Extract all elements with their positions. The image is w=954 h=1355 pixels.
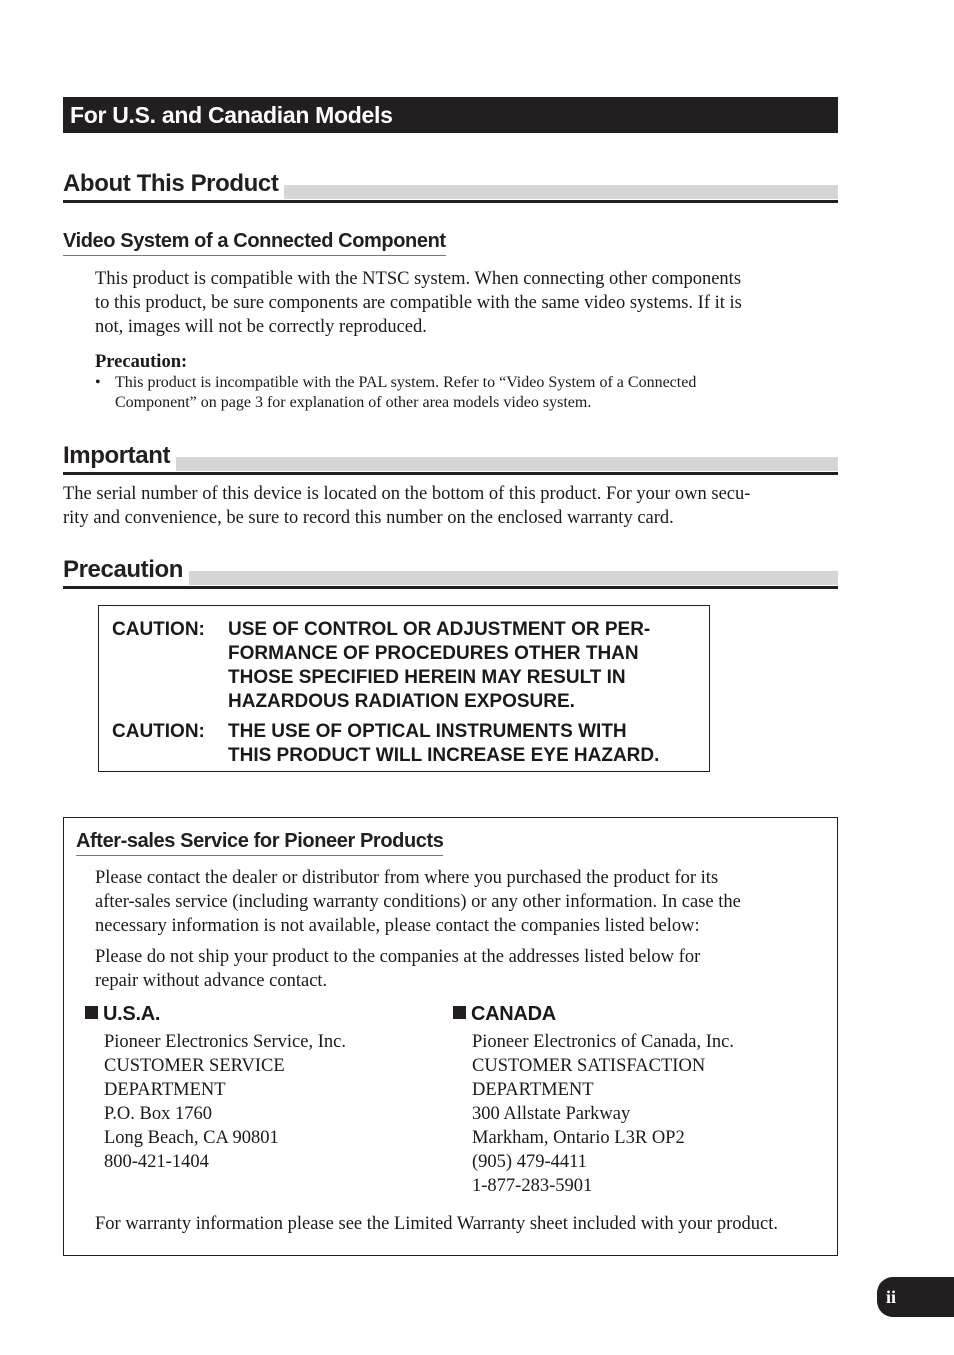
usa-address [104,1030,346,1174]
video-system-body [95,267,835,339]
address-line: Pioneer Electronics Service, Inc. [104,1032,346,1052]
body-line: repair without advance contact. [95,971,328,991]
body-line: after-sales service (including warranty conditions) or any other information. In case the [95,892,741,912]
square-bullet-icon [85,1006,98,1019]
address-line: P.O. Box 1760 [104,1104,212,1124]
precaution-bullet: • [95,374,101,391]
usa-heading-label: U.S.A. [103,1003,161,1025]
service-para-1 [95,866,830,938]
address-line: CUSTOMER SERVICE [104,1056,285,1076]
address-line: Long Beach, CA 90801 [104,1128,279,1148]
usa-heading [85,1002,160,1026]
important-heading-label: Important [63,441,176,471]
precaution-note [115,373,815,413]
body-line: Please do not ship your product to the companies at the addresses listed below for [95,947,701,967]
body-line: necessary information is not available, please contact the companies listed below: [95,916,700,936]
page-number-tab: ii [877,1277,954,1317]
address-line: Markham, Ontario L3R OP2 [472,1128,685,1148]
caution-text: USE OF CONTROL OR ADJUSTMENT OR PER- FORMANCE OF PROCEDURES OTHER THAN THOSE SPECIFIED HEREIN MAY RESULT IN HAZARDOUS RADIATION EXPOSURE. [228,619,651,712]
phone-number: 1-877-283-5901 [472,1176,593,1196]
important-section-heading [63,439,838,475]
note-line: This product is incompatible with the PAL system. Refer to “Video System of a Connected [115,374,697,391]
square-bullet-icon [453,1006,466,1019]
caution-box [98,605,710,772]
body-line: rity and convenience, be sure to record this number on the enclosed warranty card. [63,508,674,528]
address-line: DEPARTMENT [472,1080,594,1100]
address-line: Pioneer Electronics of Canada, Inc. [472,1032,734,1052]
phone-number: (905) 479-4411 [472,1152,587,1172]
canada-heading-label: CANADA [471,1003,556,1025]
caution-tag: CAUTION: [112,721,205,742]
body-line: The serial number of this device is located on the bottom of this product. For your own secu- [63,484,751,504]
about-heading-label: About This Product [63,169,284,199]
body-line: to this product, be sure components are compatible with the same video systems. If it is [95,293,742,313]
precaution-label: Precaution: [95,352,188,372]
after-sales-heading: After-sales Service for Pioneer Products [76,829,443,856]
phone-number: 800-421-1404 [104,1152,209,1172]
canada-heading [453,1002,556,1026]
note-line: Component” on page 3 for explanation of other area models video system. [115,394,592,411]
caution-text: THE USE OF OPTICAL INSTRUMENTS WITH THIS PRODUCT WILL INCREASE EYE HAZARD. [228,721,660,766]
body-line: not, images will not be correctly reproduced. [95,317,427,337]
body-line: This product is compatible with the NTSC system. When connecting other components [95,269,742,289]
models-banner: For U.S. and Canadian Models [63,97,838,133]
service-para-2 [95,945,830,993]
precaution-section-heading [63,553,838,589]
warranty-note: For warranty information please see the Limited Warranty sheet included with your product. [95,1214,778,1234]
important-body [63,482,838,530]
precaution-heading-label: Precaution [63,555,189,585]
body-line: Please contact the dealer or distributor from where you purchased the product for its [95,868,719,888]
address-line: DEPARTMENT [104,1080,226,1100]
canada-address [472,1030,734,1198]
caution-tag: CAUTION: [112,619,205,640]
address-line: 300 Allstate Parkway [472,1104,631,1124]
video-system-heading: Video System of a Connected Component [63,229,446,256]
about-section-heading [63,167,838,203]
address-line: CUSTOMER SATISFACTION [472,1056,706,1076]
